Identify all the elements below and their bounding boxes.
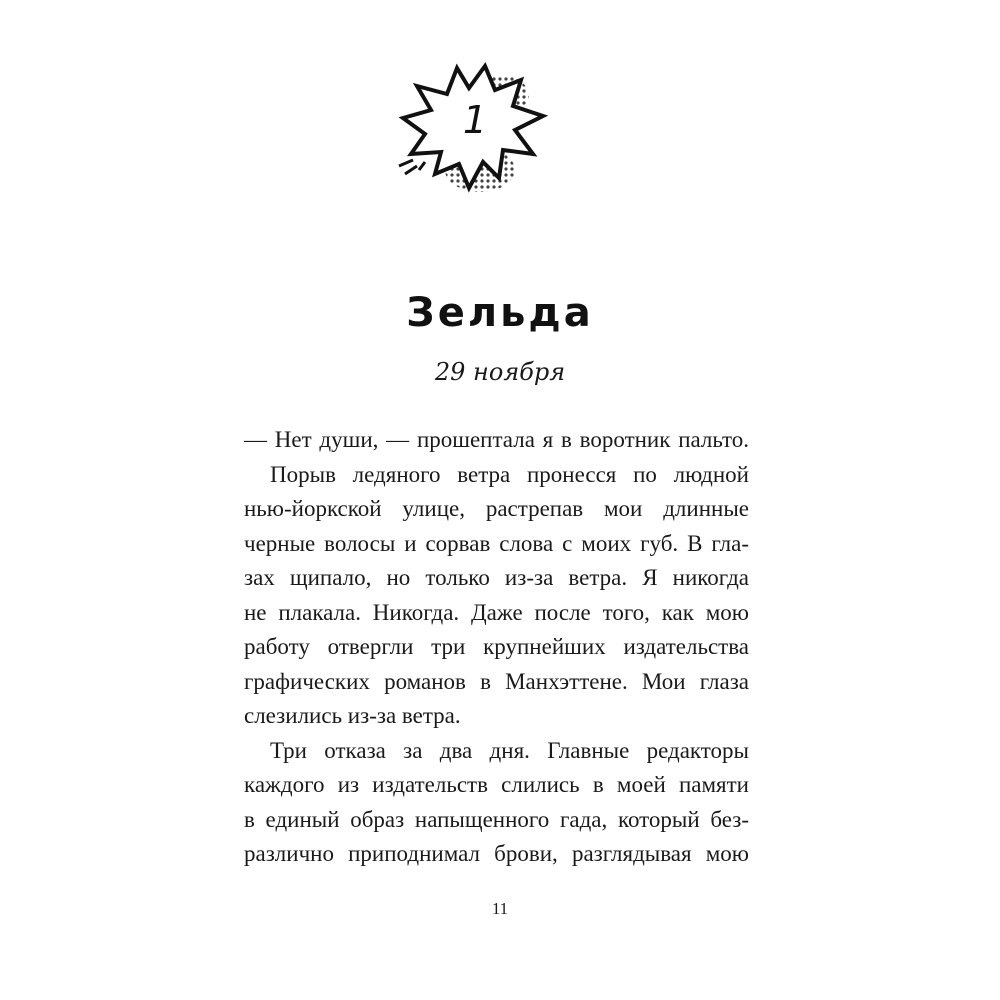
text-line: зах щипало, но только из-за ветра. Я никогда — [244, 565, 749, 590]
chapter-title: Зельда — [406, 290, 594, 336]
page-number: 11 — [491, 899, 509, 918]
text-line: Три отказа за два дня. Главные редакторы — [270, 737, 749, 763]
text-line: в единый образ напыщенного гада, который без- — [244, 806, 749, 832]
text-line: Порыв ледяного ветра пронесся по людной — [270, 461, 749, 487]
text-line: различно приподнимал брови, разглядывая мою — [244, 841, 749, 866]
text-line: — Нет души, — прошептала я в воротник пальто. — [244, 427, 749, 452]
text-line: не плакала. Никогда. Даже после того, как мою — [244, 599, 749, 625]
text-line: черные волосы и сорвав слова с моих губ. В гла- — [244, 530, 749, 556]
text-line: графических романов в Манхэттене. Мои глаза — [244, 668, 749, 694]
text-line: работу отвергли три крупнейших издательства — [244, 634, 749, 659]
text-line: каждого из издательств слились в моей памяти — [244, 772, 749, 797]
chapter-body — [244, 423, 749, 872]
chapter-starburst-icon — [395, 58, 555, 198]
text-line: нью-йоркской улице, растрепав мои длинные — [244, 496, 749, 521]
text-line: слезились из-за ветра. — [244, 703, 461, 728]
chapter-date: 29 ноября — [434, 358, 566, 386]
chapter-number: 1 — [462, 98, 488, 142]
